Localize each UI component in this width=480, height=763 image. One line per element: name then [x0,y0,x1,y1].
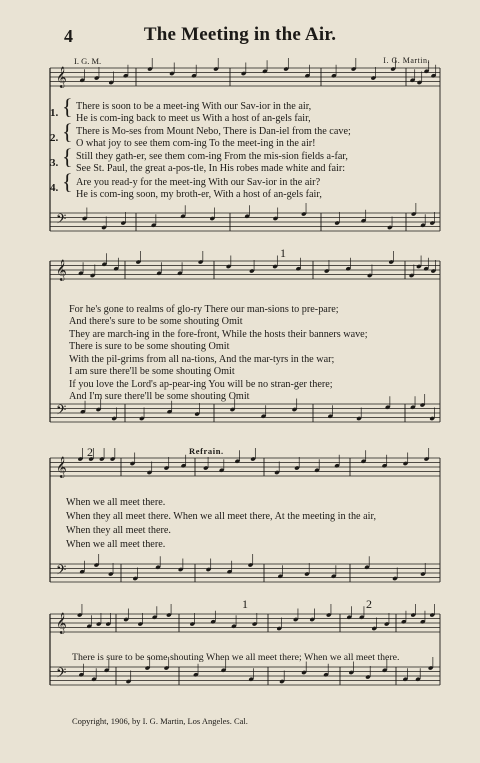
verse-line: Are you read-y for the meet-ing With our Sav-ior in the air? [76,177,321,188]
verse-line: There is soon to be a meet-ing With our Sav-ior in the air, [76,101,312,112]
treble-clef-icon: 𝄞 [56,67,67,88]
verse-line: If you love the Lord's ap-pear-ing You will be no stran-ger there; [69,379,333,390]
music-credit: I. G. Martin. [383,56,430,65]
refrain-line: When we all meet there. [66,539,166,550]
second-ending-number: 2 [87,445,93,459]
verse-brace: { [62,94,73,119]
verse-line: There is sure to be some shouting Omit [69,341,230,352]
bass-clef-icon: 𝄢 [56,665,67,684]
first-ending-number: 1 [242,597,248,611]
verse-brace: { [62,169,73,194]
bass-clef-icon: 𝄢 [56,402,67,421]
bass-clef-icon: 𝄢 [56,211,67,230]
verse-number: 3. [50,157,59,169]
page-number: 4 [64,26,73,46]
verse-number: 1. [50,107,59,119]
refrain-line: When they all meet there. [66,525,171,536]
verse-line: I am sure there'll be some shouting Omit [69,366,235,377]
verse-line: He is com-ing soon, my broth-er, With a host of an-gels fair, [76,189,322,200]
refrain-line: When we all meet there. [66,497,166,508]
verse-line: There is Mo-ses from Mount Nebo, There is Dan-iel from the cave; [76,126,351,137]
verse-line: For he's gone to realms of glo-ry There our man-sions to pre-pare; [69,304,339,315]
verse-brace: { [62,119,73,144]
treble-clef-icon: 𝄞 [56,613,67,634]
second-ending-number: 2 [366,597,372,611]
first-ending-number: 1 [280,246,286,260]
verse-number: 4. [50,182,59,194]
refrain-line: There is sure to be some shouting When we all meet there; When we all meet there. [72,652,400,663]
verse-line: O what joy to see them com-ing To the meet-ing in the air! [76,138,316,149]
verse-number: 2. [50,132,59,144]
refrain-label: Refrain. [189,446,224,456]
verse-line: See St. Paul, the great a-pos-tle, In His robes made white and fair: [76,163,346,174]
treble-clef-icon: 𝄞 [56,457,67,478]
verse-line: And I'm sure there'll be some shouting Omit [69,391,250,402]
verse-brace: { [62,144,73,169]
copyright: Copyright, 1906, by I. G. Martin, Los Angeles. Cal. [72,716,248,726]
hymn-title: The Meeting in the Air. [143,24,337,45]
verse-line: They are march-ing in the fore-front, While the hosts their banners wave; [69,329,368,340]
verse-line: Still they gath-er, see them com-ing From the mis-sion fields a-far, [76,151,348,162]
bass-clef-icon: 𝄢 [56,562,67,581]
treble-clef-icon: 𝄞 [56,260,67,281]
verse-line: And there's sure to be some shouting Omit [69,316,243,327]
words-credit: I. G. M. [74,56,102,66]
verse-line: With the pil-grims from all na-tions, And the mar-tyrs in the war; [69,354,335,365]
verse-line: He is com-ing back to meet us With a host of an-gels fair, [76,113,311,124]
refrain-line: When they all meet there. When we all meet there, At the meeting in the air, [66,511,377,522]
